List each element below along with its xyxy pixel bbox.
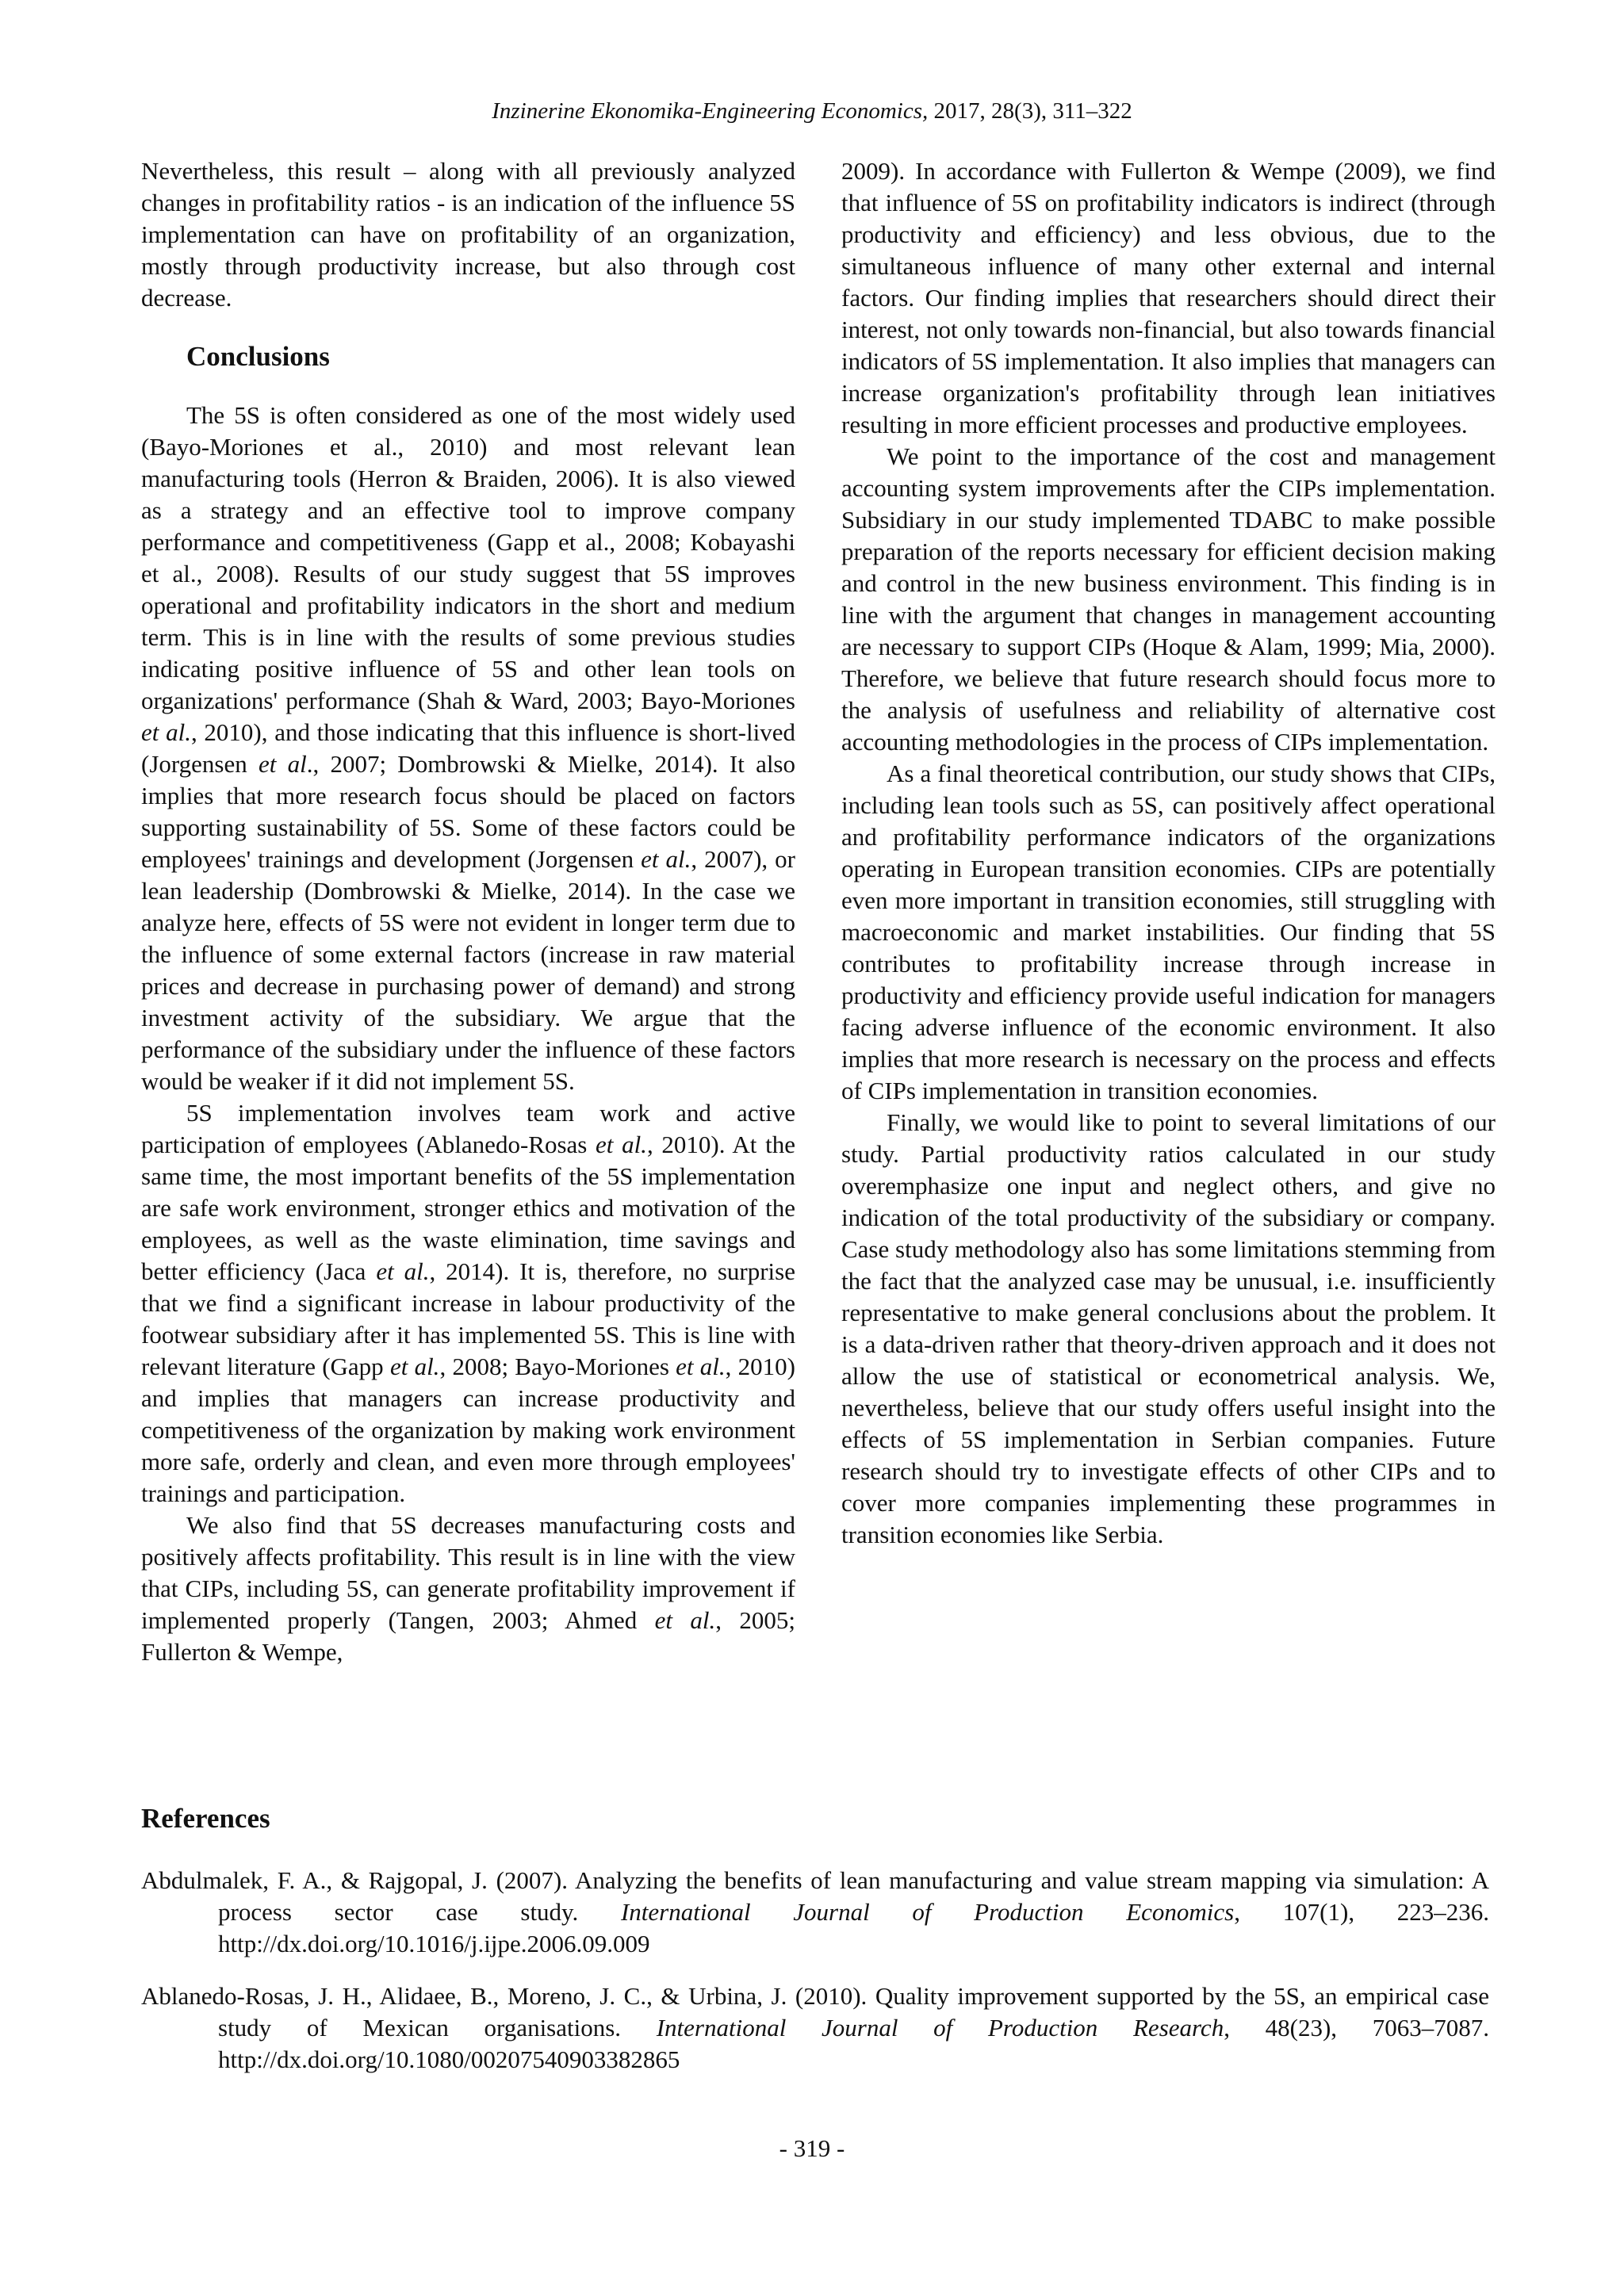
text-run: , 2007), or lean leadership (Dombrowski & Mielke, 2014). In the case we analyze here, effects of 5S were not evident in longer term due to the influence of some external factors (increase in raw material prices and decrease in purchasing power of demand) and strong investment activity of the subsidiary. We argue that the performance of the subsidiary under the influence of these factors would be weaker if it did not implement 5S. — [141, 845, 795, 1095]
italic-run: et al. — [641, 845, 691, 873]
left-column — [141, 155, 795, 1668]
text-run: ., 2007; Dombrowski & Mielke, 2014). It also implies that more research focus should be placed on factors supporting sustainability of 5S. Some of these factors could be employees' trainings and development (Jorgensen — [141, 750, 795, 873]
journal-name: Inzinerine Ekonomika-Engineering Economics, — [492, 98, 929, 124]
italic-run: et al — [258, 750, 307, 778]
contribution-paragraph: As a final theoretical contribution, our study shows that CIPs, including lean tools such as 5S, can positively affect operational and profitability performance indicators of the organizations operating in European transition economies. CIPs are potentially even more important in transition economies, still struggling with macroeconomic and market instabilities. Our finding that 5S contributes to profitability increase through increase in productivity and efficiency provide useful indication for managers facing adverse influence of the economic environment. It also implies that more research is necessary on the process and effects of CIPs implementation in transition economies. — [841, 760, 1496, 1104]
conclusions-paragraph-3 — [141, 1510, 795, 1668]
references-list — [141, 1865, 1489, 2096]
conclusions-paragraph-2 — [141, 1097, 795, 1510]
text-run: , 2010). At the same time, the most important benefits of the 5S implementation are safe work environment, stronger ethics and motivation of the employees, as well as the waste elimination, time savings and better efficiency (Jaca — [141, 1131, 795, 1285]
text-run: , 2014). It is, therefore, no surprise that we find a significant increase in labour productivity of the footwear subsidiary after it has implemented 5S. This is line with relevant literature (Gapp — [141, 1257, 795, 1380]
italic-run: et al. — [389, 1353, 440, 1380]
continued-paragraph: 2009). In accordance with Fullerton & Wempe (2009), we find that influence of 5S on profitability indicators is indirect (through productivity and efficiency) and less obvious, due to the simultaneous influence of many other external and internal factors. Our finding implies that researchers should direct their interest, not only towards non-financial, but also towards financial indicators of 5S implementation. It also implies that managers can increase organization's profitability through lean initiatives resulting in more efficient processes and productive employees. — [841, 157, 1496, 438]
reference-details: , 48(23), 7063–7087. http://dx.doi.org/10.1080/00207540903382865 — [218, 2014, 1489, 2073]
text-run: , 2010), and those indicating that this influence is short-lived (Jorgensen — [141, 718, 795, 778]
references-heading: References — [141, 1803, 270, 1834]
journal-citation: 2017, 28(3), 311–322 — [928, 98, 1132, 124]
page-number: - 319 - — [779, 2134, 845, 2162]
italic-run: et al. — [654, 1606, 716, 1634]
reference-authors: Abdulmalek, F. A., & Rajgopal, J. (2007). Analyzing the benefits of lean manufacturing and value stream mapping via simulation: A process sector case study. — [141, 1866, 1489, 1926]
reference-journal: International Journal of Production Research — [656, 2014, 1224, 2042]
reference-journal: International Journal of Production Economics — [620, 1898, 1235, 1926]
italic-run: et al. — [141, 718, 191, 746]
text-run: , 2005; Fullerton & Wempe, — [141, 1606, 795, 1666]
right-column — [841, 155, 1496, 1551]
accounting-paragraph: We point to the importance of the cost and management accounting system improvements after the CIPs implementation. Subsidiary in our study implemented TDABC to make possible preparation of the reports necessary for efficient decision making and control in the new business environment. This finding is in line with the argument that changes in management accounting are necessary to support CIPs (Hoque & Alam, 1999; Mia, 2000). Therefore, we believe that future research should focus more to the analysis of usefulness and reliability of alternative cost accounting methodologies in the process of CIPs implementation. — [841, 442, 1496, 756]
text-run: , 2008; Bayo-Moriones — [439, 1353, 676, 1380]
text-run: , 2010) and implies that managers can increase productivity and competitiveness of the organization by making work environment more safe, orderly and clean, and even more through employees' trainings and participation. — [141, 1353, 795, 1507]
conclusions-heading: Conclusions — [186, 341, 330, 372]
text-run: We also find that 5S decreases manufacturing costs and positively affects profitability. This result is in line with the view that CIPs, including 5S, can generate profitability improvement if implemented properly (Tangen, 2003; Ahmed — [141, 1511, 795, 1634]
text-run: 5S implementation involves team work and active participation of employees (Ablanedo-Rosas — [141, 1099, 795, 1158]
text-run: The 5S is often considered as one of the most widely used (Bayo-Moriones et al., 2010) and most relevant lean manufacturing tools (Herron & Braiden, 2006). It is also viewed as a strategy and an effective tool to improve company performance and competitiveness (Gapp et al., 2008; Kobayashi et al., 2008). Results of our study suggest that 5S improves operational and profitability indicators in the short and medium term. This is in line with the results of some previous studies indicating positive influence of 5S and other lean tools on organizations' performance (Shah & Ward, 2003; Bayo-Moriones — [141, 401, 795, 714]
reference-details: , 107(1), 223–236. http://dx.doi.org/10.1016/j.ijpe.2006.09.009 — [218, 1898, 1489, 1957]
italic-run: et al. — [676, 1353, 726, 1380]
reference-item — [141, 1865, 1489, 1960]
reference-authors: Ablanedo-Rosas, J. H., Alidaee, B., Moreno, J. C., & Urbina, J. (2010). Quality improvement supported by the 5S, an empirical case study of Mexican organisations. — [141, 1982, 1489, 2042]
reference-item — [141, 1980, 1489, 2076]
italic-run: et al. — [596, 1131, 647, 1158]
running-header — [0, 95, 1624, 127]
italic-run: et al. — [376, 1257, 430, 1285]
conclusions-paragraph-1 — [141, 400, 795, 1097]
limitations-paragraph: Finally, we would like to point to several limitations of our study. Partial productivity ratios calculated in our study overemphasize one input and neglect others, and give no indication of the total productivity of the subsidiary or company. Case study methodology also has some limitations stemming from the fact that the analyzed case may be unusual, i.e. insufficiently representative to make general conclusions about the problem. It is a data-driven rather that theory-driven approach and it does not allow the use of statistical or econometrical analysis. We, nevertheless, believe that our study offers useful insight into the effects of 5S implementation in Serbian companies. Future research should try to investigate effects of other CIPs and to cover more companies implementing these programmes in transition economies like Serbia. — [841, 1108, 1496, 1548]
intro-paragraph: Nevertheless, this result – along with all previously analyzed changes in profitability ratios - is an indication of the influence 5S implementation can have on profitability of an organization, mostly through productivity increase, but also through cost decrease. — [141, 157, 795, 312]
